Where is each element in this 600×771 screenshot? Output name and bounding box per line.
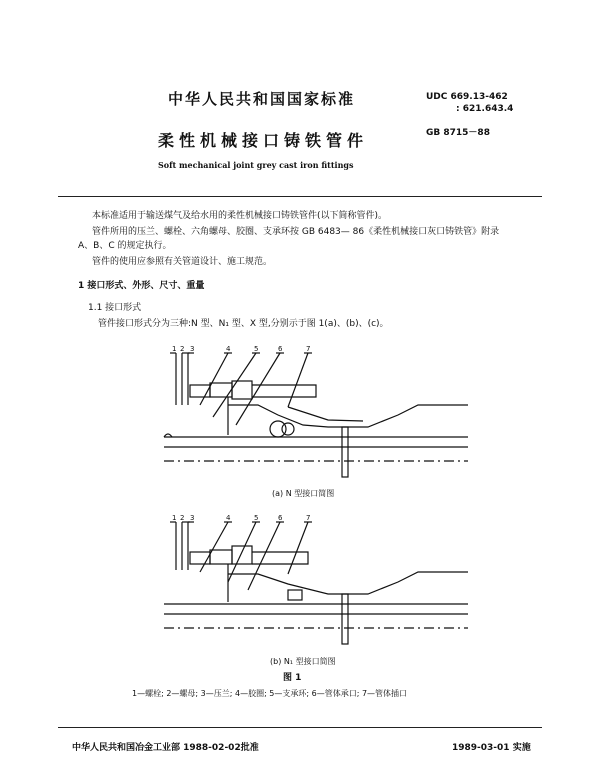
joint-types-paragraph: 管件接口形式分为三种:N 型、N₁ 型、X 型,分别示于图 1(a)、(b)、(c)。 bbox=[98, 319, 389, 329]
callout-a-4: 4 bbox=[226, 345, 231, 353]
figure-a-caption: (a) N 型接口简图 bbox=[272, 489, 335, 498]
document-title: 柔性机械接口铸铁管件 bbox=[158, 131, 369, 150]
callout-b-3: 3 bbox=[190, 514, 195, 522]
section-1-heading: 1 接口形式、外形、尺寸、重量 bbox=[78, 281, 205, 291]
figure-a-drawing bbox=[128, 345, 488, 480]
implementation-date: 1989-03-01 实施 bbox=[452, 743, 531, 753]
figure-label: 图 1 bbox=[283, 673, 302, 683]
callout-b-2: 2 bbox=[180, 514, 185, 522]
callout-a-6: 6 bbox=[278, 345, 283, 353]
usage-paragraph: 管件的使用应参照有关管道设计、施工规范。 bbox=[92, 257, 273, 267]
callout-a-3: 3 bbox=[190, 345, 195, 353]
callout-b-6: 6 bbox=[278, 514, 283, 522]
callout-b-1: 1 bbox=[172, 514, 177, 522]
figure-b-caption: (b) N₁ 型接口简图 bbox=[270, 657, 336, 666]
standard-title: 中华人民共和国国家标准 bbox=[168, 90, 356, 108]
udc-code-line1: UDC 669.13-462 bbox=[426, 92, 508, 102]
english-title: Soft mechanical joint grey cast iron fittings bbox=[158, 160, 354, 170]
gb-number: GB 8715－88 bbox=[426, 128, 490, 138]
callout-a-5: 5 bbox=[254, 345, 259, 353]
callout-b-5: 5 bbox=[254, 514, 259, 522]
section-1-1-heading: 1.1 接口形式 bbox=[88, 303, 142, 313]
approval-line: 中华人民共和国冶金工业部 1988-02-02批准 bbox=[72, 743, 259, 753]
callout-a-7: 7 bbox=[306, 345, 311, 353]
figure-b-drawing bbox=[128, 512, 488, 647]
header-divider bbox=[58, 196, 542, 197]
udc-code-line2: : 621.643.4 bbox=[456, 104, 514, 114]
callout-b-4: 4 bbox=[226, 514, 231, 522]
callout-a-1: 1 bbox=[172, 345, 177, 353]
footer-divider bbox=[58, 727, 542, 728]
materials-paragraph-line1: 管件所用的压兰、螺栓、六角螺母、胶圈、支承环按 GB 6483— 86《柔性机械接口灰口铸铁管》附录 bbox=[92, 227, 500, 237]
callout-b-7: 7 bbox=[306, 514, 311, 522]
callout-a-2: 2 bbox=[180, 345, 185, 353]
scope-paragraph: 本标准适用于输送煤气及给水用的柔性机械接口铸铁管件(以下简称管件)。 bbox=[92, 211, 388, 221]
materials-paragraph-line2: A、B、C 的规定执行。 bbox=[78, 241, 172, 251]
figure-legend: 1—螺栓; 2—螺母; 3—压兰; 4—胶圈; 5—支承环; 6—管体承口; 7—管体插口 bbox=[132, 689, 408, 698]
